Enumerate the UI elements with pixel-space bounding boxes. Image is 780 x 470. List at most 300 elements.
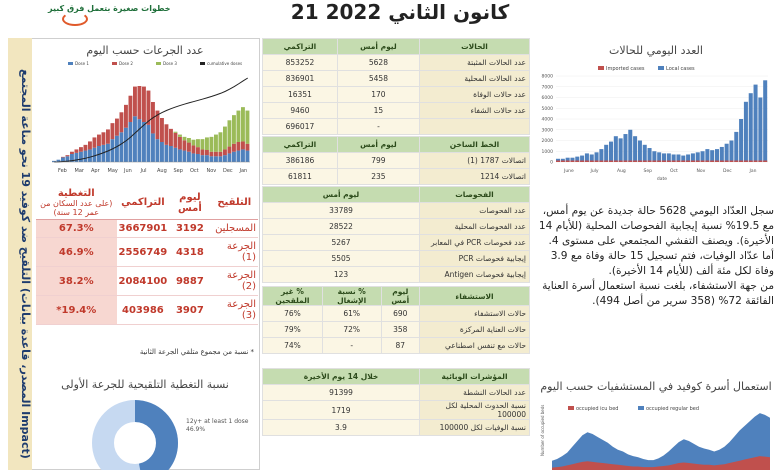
dose-bar	[111, 123, 115, 139]
daily-x-axis	[563, 168, 757, 182]
dose-bar	[160, 142, 164, 162]
daily-bar	[652, 151, 656, 162]
dose-bar	[232, 115, 236, 144]
row-daily: 15	[337, 103, 419, 119]
row-cumulative: 853252	[263, 55, 338, 71]
row-daily: 9887	[169, 267, 210, 296]
doses-legend-swatch	[156, 62, 161, 65]
daily-bar	[643, 145, 647, 162]
dose-bar	[129, 96, 133, 122]
daily-y-tick: 4000	[541, 117, 553, 123]
doses-x-tick: Jan	[239, 168, 248, 174]
hospitalisation-table	[262, 286, 530, 354]
daily-x-tick: Aug	[617, 169, 626, 174]
dose-bar	[183, 151, 187, 162]
dose-bar	[237, 151, 241, 162]
imported-bar	[628, 161, 632, 163]
imported-bar	[734, 161, 738, 163]
dose-bar	[174, 132, 178, 133]
doses-x-tick: Oct	[190, 168, 199, 174]
row-label: الجرعة (3)	[211, 296, 258, 325]
row-unvax: 74%	[263, 338, 323, 354]
row-daily: 5628	[337, 55, 419, 71]
row-cumulative: 16351	[263, 87, 338, 103]
row-name: إيجابية فحوصات Antigen	[420, 267, 530, 283]
dose-bar	[183, 137, 187, 140]
cases-table	[262, 38, 530, 135]
hdr-cumulative: التراكمي	[263, 137, 338, 153]
summary-cases: سجل العدّاد اليومي 5628 حالة جديدة عن يوم أمس، مع 19.5% نسبة إيجابية الفحوصات المحلية (للأيام 14 الأخيرة). ويصنف التفشي المجتمعي على مستوى 4.	[538, 205, 774, 247]
row-cumulative: 836901	[263, 71, 338, 87]
row-name: اتصالات 1787 (1)	[420, 153, 530, 169]
imported-bar	[681, 161, 685, 163]
daily-y-tick: 1000	[541, 149, 553, 155]
daily-x-tick: Dec	[723, 169, 732, 174]
dose-bar	[214, 135, 218, 152]
daily-y-tick: 0	[550, 160, 553, 166]
donut-label	[186, 418, 249, 434]
daily-legend-label: Local cases	[666, 66, 695, 72]
table-row	[263, 153, 530, 169]
dose-bar	[192, 140, 196, 146]
dose-bar	[142, 87, 146, 122]
daily-x-tick: Sep	[643, 169, 652, 174]
table-row	[263, 103, 530, 119]
dose-bar	[97, 135, 101, 146]
indicators-table	[262, 368, 530, 436]
row-daily: 123	[263, 267, 420, 283]
daily-bar	[701, 151, 705, 162]
imported-bar	[696, 161, 700, 163]
daily-legend-swatch	[658, 66, 664, 70]
dose-bar	[133, 87, 137, 117]
dose-bar	[228, 153, 232, 162]
dose-bar	[228, 120, 232, 146]
daily-x-label: date	[656, 177, 668, 182]
imported-bar	[720, 161, 724, 163]
logo-swoosh-icon	[62, 12, 88, 26]
hosp-legend-swatch	[638, 406, 644, 410]
dose-bar	[115, 136, 119, 162]
daily-y-tick: 2000	[541, 139, 553, 144]
dose-bar	[214, 156, 218, 162]
row-value: 1719	[263, 401, 420, 420]
imported-bar	[725, 161, 729, 163]
row-cumulative: 9460	[263, 103, 338, 119]
dose-bar	[205, 150, 209, 155]
row-label: الجرعة (1)	[211, 238, 258, 267]
imported-bar	[633, 161, 637, 163]
row-name: عدد الحالات المحلية	[420, 71, 530, 87]
col-daily: ليوم أمس	[169, 186, 210, 220]
daily-bar	[725, 144, 729, 162]
vaccination-vertical-title: التلقيح ضد كوفيد 19 نحو مناعة المجتمع (المصدر، قاعدة بيانات Impact)	[19, 69, 32, 459]
imported-bar	[580, 161, 584, 163]
hdr-name: الحالات	[420, 39, 530, 55]
summary-deaths: أما عدّاد الوفيات، فتم تسجيل 15 حالة وفاة مع 3.9 وفاة لكل مئة ألف (للأيام 14 الأخيرة).	[550, 250, 774, 277]
logo-text: خطوات صغيرة بتعمل فرق كبير	[48, 4, 171, 13]
row-daily: 5267	[263, 235, 420, 251]
imported-bar	[614, 161, 618, 163]
daily-bar	[744, 102, 748, 162]
dose-bar	[70, 152, 74, 154]
daily-bars	[556, 80, 767, 162]
daily-cases-chart	[538, 58, 774, 190]
doses-x-tick: Apr	[91, 168, 100, 174]
dose-bar	[196, 154, 200, 162]
doses-legend-label: Dose 1	[75, 61, 89, 66]
daily-bar	[633, 136, 637, 162]
dose-bar	[160, 118, 164, 142]
daily-bar	[734, 132, 738, 162]
imported-bar	[561, 161, 565, 163]
table-row	[263, 119, 530, 135]
row-coverage: 19.4%*	[36, 296, 117, 325]
hosp-y-label: Number of occupied beds	[540, 404, 545, 456]
coverage-donut	[90, 398, 180, 470]
imported-bar	[701, 161, 705, 163]
dose-bar	[210, 137, 214, 152]
row-name: عدد حالات الشفاء	[420, 103, 530, 119]
vaccination-table	[36, 186, 258, 325]
row-cumulative: 2084100	[117, 267, 170, 296]
dose-bar	[183, 140, 187, 150]
dose-bar	[223, 127, 227, 150]
dose-bar	[228, 147, 232, 154]
row-label: المسجلين	[211, 220, 258, 238]
dose-bar	[237, 142, 241, 151]
row-name: عدد حالات الوفاة	[420, 87, 530, 103]
dose-bar	[237, 111, 241, 142]
dose-bar	[246, 111, 250, 144]
imported-bar	[570, 161, 574, 163]
dose-bar	[196, 139, 200, 147]
row-daily: 5458	[337, 71, 419, 87]
hosp-legend	[568, 406, 699, 412]
imported-bar	[676, 161, 680, 163]
dose-bar	[174, 133, 178, 148]
dose-bar	[241, 107, 245, 141]
vaccination-footnote: * نسبة من مجموع متلقي الجرعة الثانية	[139, 348, 254, 356]
dose-bar	[178, 135, 182, 137]
dose-bar	[169, 129, 173, 146]
doses-x-tick: May	[107, 168, 118, 174]
daily-bar	[628, 130, 632, 162]
doses-legend-swatch	[200, 62, 205, 65]
dose-bar	[205, 155, 209, 162]
row-daily: 4318	[169, 238, 210, 267]
daily-legend-label: Imported cases	[606, 66, 645, 72]
col-dose: التلقيح	[211, 186, 258, 220]
daily-bar	[729, 141, 733, 163]
dose-bar	[174, 148, 178, 162]
table-header	[263, 369, 530, 385]
hdr-name: الاستشفاء	[420, 287, 530, 306]
daily-y-tick: 5000	[541, 106, 553, 112]
imported-bar	[710, 161, 714, 163]
daily-y-tick: 6000	[541, 96, 553, 101]
coverage-title: نسبة التغطية التلقيحية للجرعة الأولى	[61, 378, 229, 391]
dose-bar	[187, 138, 191, 143]
row-name: حالات العناية المركزة	[420, 322, 530, 338]
imported-bar	[691, 161, 695, 163]
statistics-tables	[262, 38, 532, 470]
dose-bar	[129, 122, 133, 162]
daily-x-tick: July	[590, 169, 599, 174]
daily-x-tick: Jan	[749, 169, 757, 174]
dose-bar	[88, 149, 92, 162]
dose-bar	[138, 86, 142, 119]
hdr-cumulative: التراكمي	[263, 39, 338, 55]
dose-bar	[142, 122, 146, 162]
table-header	[263, 137, 530, 153]
dose-bar	[79, 152, 83, 162]
daily-cases-title: العدد اليومي للحالات	[609, 44, 703, 57]
dose-bar	[84, 151, 88, 162]
imported-bar	[643, 161, 647, 163]
dose-bar	[210, 152, 214, 157]
dose-bar	[169, 146, 173, 162]
row-label: الجرعة (2)	[211, 267, 258, 296]
row-daily: 690	[381, 306, 420, 322]
row-name: عدد الحالات النشطة	[420, 385, 530, 401]
row-value: 91399	[263, 385, 420, 401]
dose-bar	[178, 137, 182, 150]
row-coverage: 67.3%	[36, 220, 117, 238]
imported-bar	[754, 161, 758, 163]
hdr-occupancy: % نسبة الإشغال	[322, 287, 381, 306]
imported-bar	[667, 161, 671, 163]
dose-bar	[133, 116, 137, 162]
doses-bars	[52, 86, 249, 162]
row-occupancy: 72%	[322, 322, 381, 338]
daily-bar	[604, 145, 608, 162]
dose-bar	[241, 141, 245, 149]
row-occupancy: 61%	[322, 306, 381, 322]
dose-bar	[66, 155, 70, 156]
dose-bar	[138, 119, 142, 162]
imported-bar	[715, 161, 719, 163]
doses-x-tick: Dec	[223, 168, 233, 174]
dose-bar	[147, 125, 151, 162]
table-row	[36, 267, 258, 296]
imported-bar	[566, 161, 570, 163]
col-coverage-sub: (على عدد السكان من عمر 12 سنة)	[40, 199, 113, 217]
row-daily: 3192	[169, 220, 210, 238]
table-row	[263, 219, 530, 235]
dose-bar	[106, 144, 110, 162]
dose-bar	[61, 157, 65, 158]
imported-bar	[575, 161, 579, 163]
table-row	[263, 306, 530, 322]
daily-bar	[705, 149, 709, 162]
row-unvax: 76%	[263, 306, 323, 322]
dose-bar	[246, 151, 250, 162]
row-cumulative: 61811	[263, 169, 338, 185]
daily-bar	[758, 98, 762, 163]
tests-table	[262, 186, 530, 283]
doses-x-tick: Feb	[58, 168, 67, 174]
dose-bar	[79, 147, 83, 152]
hosp-legend-swatch	[568, 406, 574, 410]
row-daily: 3907	[169, 296, 210, 325]
daily-bar	[638, 141, 642, 163]
row-daily: 799	[337, 153, 419, 169]
hosp-legend-label: occupied icu bed	[576, 406, 619, 412]
row-daily: -	[337, 119, 419, 135]
daily-x-tick: Oct	[670, 169, 678, 174]
page-title: 21 كانون الثاني 2022	[290, 0, 510, 24]
dose-bar	[192, 153, 196, 162]
table-row	[263, 385, 530, 401]
hdr-name: المؤشرات الوبائية	[420, 369, 530, 385]
row-daily: 170	[337, 87, 419, 103]
table-header	[263, 287, 530, 306]
row-coverage: 38.2%	[36, 267, 117, 296]
imported-bar	[705, 161, 709, 163]
dose-bar	[201, 149, 205, 155]
dose-bar	[241, 149, 245, 162]
table-row	[263, 71, 530, 87]
imported-bar	[729, 161, 733, 163]
dose-bar	[201, 139, 205, 149]
row-name: عدد الفحوصات المحلية	[420, 219, 530, 235]
hdr-daily: ليوم أمس	[337, 39, 419, 55]
dose-bar	[219, 156, 223, 162]
hdr-name: الخط الساخن	[420, 137, 530, 153]
imported-bar	[652, 161, 656, 163]
imported-bar	[744, 161, 748, 163]
dose-bar	[232, 152, 236, 162]
hospital-beds-title: استعمال أسرة كوفيد في المستشفيات حسب اليوم	[540, 380, 772, 393]
row-name: حالات الاستشفاء	[420, 306, 530, 322]
hdr-daily: ليوم أمس	[263, 187, 420, 203]
daily-bar	[739, 119, 743, 162]
table-row	[263, 235, 530, 251]
hdr-daily: ليوم أمس	[381, 287, 420, 306]
table-row	[263, 203, 530, 219]
row-name: إيجابية فحوصات PCR	[420, 251, 530, 267]
dose-bar	[223, 149, 227, 155]
dose-bar	[232, 144, 236, 152]
vaccination-table-header	[36, 186, 258, 220]
table-header	[263, 187, 530, 203]
row-value: 3.9	[263, 420, 420, 436]
row-cumulative: 403986	[117, 296, 170, 325]
table-row	[36, 296, 258, 325]
dose-bar	[210, 156, 214, 162]
table-row	[36, 238, 258, 267]
row-name	[420, 119, 530, 135]
row-name: نسبة الحدوث المحلية لكل 100000	[420, 401, 530, 420]
doses-x-tick: Nov	[206, 168, 217, 174]
dose-bar	[214, 152, 218, 157]
doses-legend-swatch	[68, 62, 73, 65]
hdr-daily: ليوم أمس	[337, 137, 419, 153]
imported-bar	[590, 161, 594, 163]
daily-bar	[609, 142, 613, 162]
row-name: نسبة الوفيات لكل 100000	[420, 420, 530, 436]
imported-bar	[758, 161, 762, 163]
row-cumulative: 696017	[263, 119, 338, 135]
doses-legend-label: Dose 2	[119, 61, 133, 66]
doses-x-tick: Mar	[74, 168, 84, 174]
row-coverage: 46.9%	[36, 238, 117, 267]
imported-bar	[623, 161, 627, 163]
dose-bar	[124, 105, 128, 128]
imported-bar	[763, 161, 767, 163]
hdr-unvax: % غير الملقحين	[263, 287, 323, 306]
daily-bar	[754, 85, 758, 162]
dose-bar	[124, 128, 128, 162]
dose-bar	[178, 149, 182, 162]
dose-bar	[219, 132, 223, 151]
doses-x-tick: Sep	[173, 168, 183, 174]
row-daily: 5505	[263, 251, 420, 267]
row-cumulative: 2556749	[117, 238, 170, 267]
row-occupancy: -	[322, 338, 381, 354]
dose-bar	[196, 147, 200, 154]
daily-y-tick: 8000	[541, 74, 553, 80]
row-name: عدد الحالات المثبتة	[420, 55, 530, 71]
col-cumulative: التراكمي	[117, 186, 170, 220]
daily-bar	[749, 93, 753, 162]
dose-bar	[84, 145, 88, 151]
row-name: عدد فحوصات PCR في المعابر	[420, 235, 530, 251]
hdr-value: خلال 14 يوم الأخيرة	[263, 369, 420, 385]
dose-bar	[201, 155, 205, 162]
table-header	[263, 39, 530, 55]
imported-bar	[619, 161, 623, 163]
daily-bar	[715, 149, 719, 162]
summary-hospital: من جهة الاستشفاء، بلغت نسبة استعمال أسرة العناية الفائقة 72% (358 سرير من أصل 494).	[542, 280, 774, 307]
daily-bar	[623, 134, 627, 162]
donut-label-value: 46.9%	[186, 426, 206, 433]
donut-label-text: 12y+ at least 1 dose	[186, 418, 249, 425]
table-row	[263, 338, 530, 354]
imported-bar	[657, 161, 661, 163]
doses-x-tick: Aug	[157, 168, 167, 174]
row-daily: 87	[381, 338, 420, 354]
col-coverage	[36, 186, 117, 220]
dose-bar	[106, 129, 110, 143]
hospital-beds-chart	[538, 396, 774, 470]
dose-bar	[187, 143, 191, 152]
daily-y-tick: 7000	[541, 85, 553, 91]
dose-bar	[205, 137, 209, 150]
doses-chart-title: عدد الجرعات حسب اليوم	[86, 44, 204, 57]
imported-bar	[556, 161, 560, 163]
table-row	[263, 87, 530, 103]
table-row	[263, 420, 530, 436]
dose-bar	[88, 141, 92, 149]
daily-x-tick: Nov	[696, 169, 706, 174]
row-name: عدد الفحوصات	[420, 203, 530, 219]
dose-bar	[102, 132, 106, 145]
table-row	[36, 220, 258, 238]
imported-bar	[648, 161, 652, 163]
dose-bar	[115, 119, 119, 136]
doses-x-tick: Jun	[124, 168, 132, 174]
daily-legend-swatch	[598, 66, 604, 70]
daily-x-tick: June	[564, 169, 574, 174]
row-daily: 358	[381, 322, 420, 338]
dose-bar	[93, 137, 97, 147]
dose-bar	[165, 145, 169, 162]
imported-bar	[609, 161, 613, 163]
daily-bar	[710, 150, 714, 162]
row-daily: 33789	[263, 203, 420, 219]
